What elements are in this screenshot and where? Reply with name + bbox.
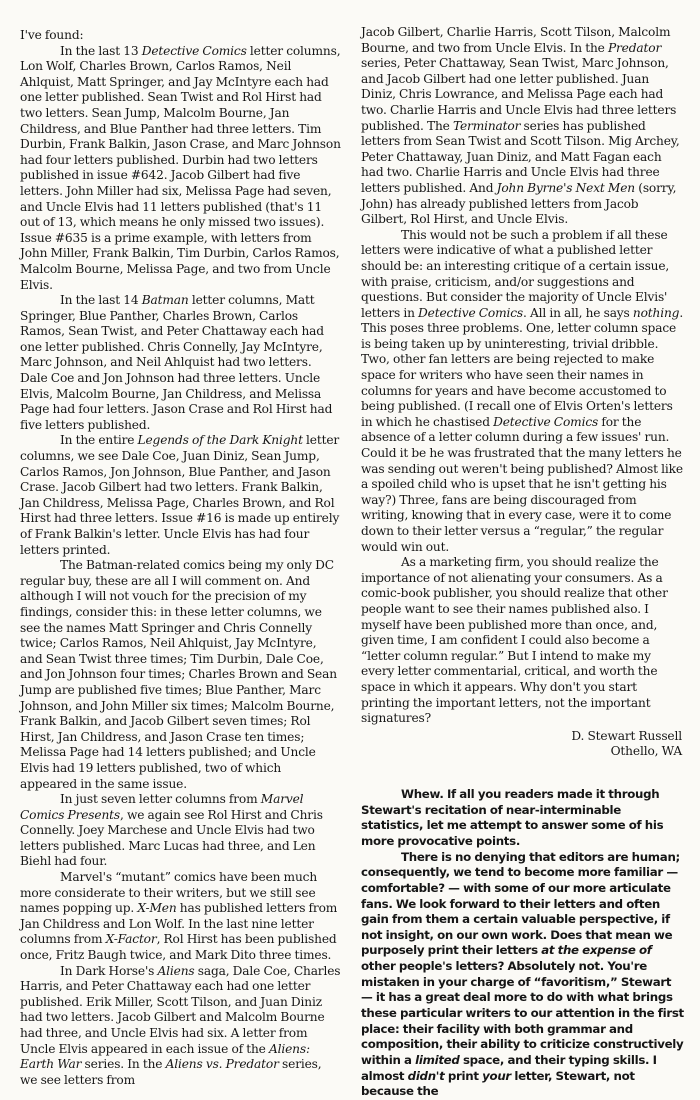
letter-paragraph-detective: In the last 13 Detective Comics letter columns, Lon Wolf, Charles Brown, Carlos Ramos, Neil Ahlquist, Matt Springer, and Jay McIntyre each had one letter published. Sean Twist and Rol Hirst had two letters. Sean Jump, Malcolm Bourne, Jan Childress, and Blue Panther had three letters. Tim Durbin, Frank Balkin, Jason Crase, and Marc Johnson had four letters published. Durbin had two letters published in issue #642. Jacob Gilbert had five letters. John Miller had six, Melissa Page had seven, and Uncle Elvis had 11 letters published (that's 11 out of 13, which means he only missed two issues). Issue #635 is a prime example, with letters from John Miller, Frank Balkin, Tim Durbin, Carlos Ramos, Malcolm Bourne, Melissa Page, and two from Uncle Elvis.: [20, 43, 341, 292]
letter-paragraph-dark-horse: In Dark Horse's Aliens saga, Dale Coe, Charles Harris, and Peter Chattaway each had one letter published. Erik Miller, Scott Tilson, and Juan Diniz had two letters. Jacob Gilbert and Malcolm Bourne had three, and Uncle Elvis had six. A letter from Uncle Elvis appeared in each issue of the Aliens: Earth War series. In the Aliens vs. Predator series, we see letters from: [20, 963, 341, 1087]
letter-paragraph-mutant: Marvel's “mutant” comics have been much more considerate to their writers, but we still see names popping up. X-Men has published letters from Jan Childress and Lon Wolf. In the last nine letter columns from X-Factor, Rol Hirst has been published once, Fritz Baugh twice, and Mark Dito three times.: [20, 870, 338, 963]
reply-paragraph-main: There is no denying that editors are human; consequently, we tend to become more familiar — comfortable? — with some of our more articulate fans. We look forward to their letters and often gain from them a certain valuable perspective, if not insight, on our own work. Does that mean we purposely print their letters at the expense of other people's letters? Absolutely not. You're mistaken in your charge of “favoritism,” Stewart — it has a great deal more to do with what brings these particular writers to our attention in the first place: their facility with both grammar and composition, their ability to criticize constructively within a limited space, and their typing skills. I almost didn't print your letter, Stewart, not because the: [361, 849, 684, 1099]
letter-paragraph-continued: Jacob Gilbert, Charlie Harris, Scott Tilson, Malcolm Bourne, and two from Uncle Elvis. In the Predator series, Peter Chattaway, Sean Twist, Marc Johnson, and Jacob Gilbert had one letter published. Juan Diniz, Chris Lowrance, and Melissa Page each had two. Charlie Harris and Uncle Elvis had three letters published. The Terminator series has published letters from Sean Twist and Scott Tilson. Mig Archey, Peter Chattaway, Juan Diniz, and Matt Fagan each had two. Charlie Harris and Uncle Elvis had three letters published. And John Byrne's Next Men (sorry, John) has already published letters from Jacob Gilbert, Rol Hirst, and Uncle Elvis.: [361, 25, 680, 227]
letter-paragraph-marvel: In just seven letter columns from Marvel Comics Presents, we again see Rol Hirst and Chris Connelly. Joey Marchese and Uncle Elvis had two letters published. Marc Lucas had three, and Len Biehl had four.: [20, 792, 323, 869]
signature-name: D. Stewart Russell: [571, 728, 682, 743]
letter-paragraph-marketing: As a marketing firm, you should realize the importance of not alienating your consumers. As a comic-book publisher, you should realize that other people want to see their names published also. I myself have been published more than once, and, given time, I am confident I could also become a “letter column regular.” But I intend to make my every letter commentarial, critical, and worth the space in which it appears. Why don't you start printing the important letters, not the important signatures?: [361, 555, 668, 726]
letter-signature: [361, 729, 684, 760]
right-column: [361, 25, 684, 1100]
letter-paragraph-legends: In the entire Legends of the Dark Knight letter columns, we see Dale Coe, Juan Diniz, Sean Jump, Carlos Ramos, Jon Johnson, Blue Panther, and Jason Crase. Jacob Gilbert had two letters. Frank Balkin, Jan Childress, Melissa Page, Charles Brown, and Rol Hirst had three letters. Issue #16 is made up entirely of Frank Balkin's letter. Uncle Elvis has had four letters printed.: [20, 433, 340, 557]
signature-location: Othello, WA: [610, 744, 682, 759]
editor-reply: [361, 787, 684, 1100]
left-column: [20, 28, 341, 1088]
letter-paragraph-problems: This would not be such a problem if all these letters were indicative of what a published letter should be: an interesting critique of a certain issue, with praise, criticism, and/or suggestions and questions. But consider the majority of Uncle Elvis' letters in Detective Comics. All in all, he says nothing. This poses three problems. One, letter column space is being taken up by uninteresting, trivial dribble. Two, other fan letters are being rejected to make space for writers who have seen their names in columns for years and have become accustomed to being published. (I recall one of Elvis Orten's letters in which he chastised Detective Comics for the absence of a letter column during a few issues' run. Could it be he was frustrated that the many letters he was sending out weren't being published? Almost like a spoiled child who is upset that he isn't getting his way?) Three, fans are being discouraged from writing, knowing that in every case, were it to come down to their letter versus a “regular,” the regular would win out.: [361, 227, 684, 554]
letter-paragraph-batman: In the last 14 Batman letter columns, Matt Springer, Blue Panther, Charles Brown, Carlos Ramos, Sean Twist, and Peter Chattaway each had one letter published. Chris Connelly, Jay McIntyre, Marc Johnson, and Neil Ahlquist had two letters. Dale Coe and Jon Johnson had three letters. Uncle Elvis, Malcolm Bourne, Jan Childress, and Melissa Page had four letters. Jason Crase and Rol Hirst had five letters published.: [20, 293, 333, 432]
reply-paragraph-intro: Whew. If all you readers made it through Stewart's recitation of near-interminable statistics, let me attempt to answer some of his more provocative points.: [361, 786, 664, 848]
letter-intro: I've found:: [20, 28, 84, 42]
letter-paragraph-summary: The Batman-related comics being my only DC regular buy, these are all I will comment on. And although I will not vouch for the precision of my findings, consider this: in these letter columns, we see the names Matt Springer and Chris Connelly twice; Carlos Ramos, Neil Ahlquist, Jay McIntyre, and Sean Twist three times; Tim Durbin, Dale Coe, and Jon Johnson four times; Charles Brown and Sean Jump are published five times; Blue Panther, Marc Johnson, and John Miller six times; Malcolm Bourne, Frank Balkin, and Jacob Gilbert seven times; Rol Hirst, Jan Childress, and Jason Crase ten times; Melissa Page had 14 letters published; and Uncle Elvis had 19 letters published, two of which appeared in the same issue.: [20, 558, 337, 791]
